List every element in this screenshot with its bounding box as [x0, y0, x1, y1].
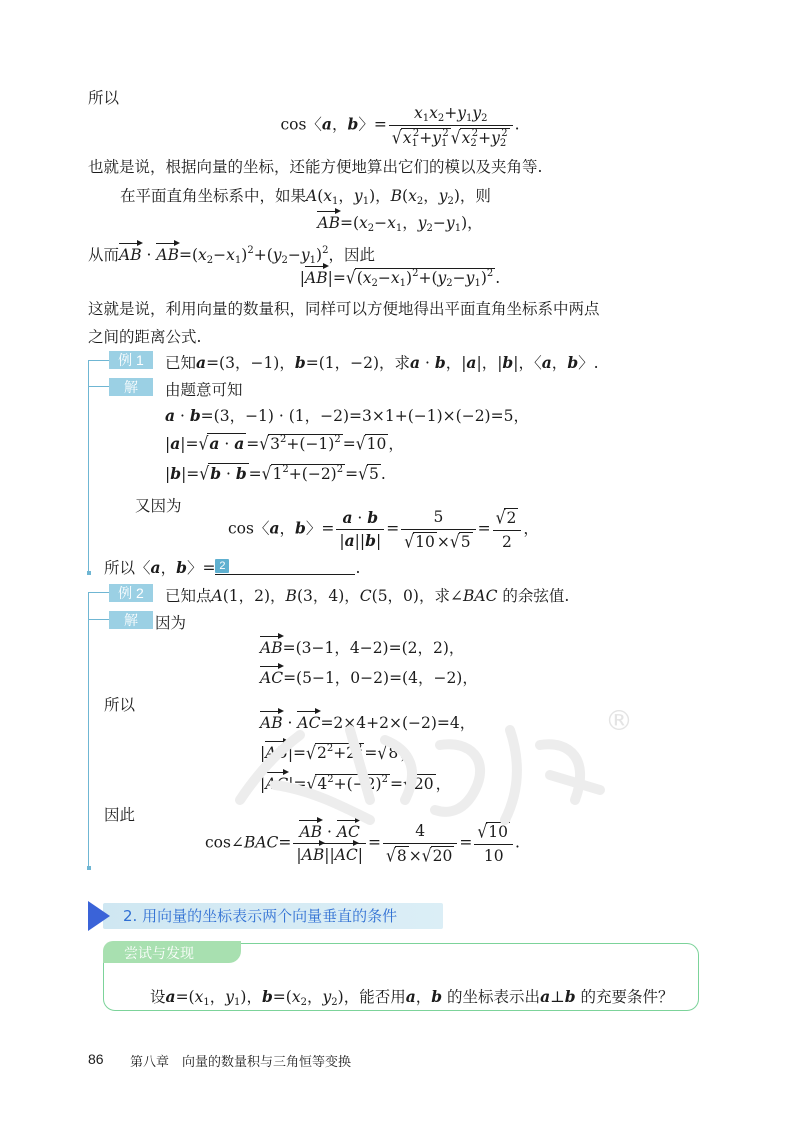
- example1-answer: 所以〈a，b〉= 2 .: [104, 558, 361, 577]
- example2-hence: 因此: [104, 806, 136, 824]
- example2-frame-line: [88, 592, 89, 868]
- para-plane-text-a: 在平面直角坐标系中，如果: [120, 187, 307, 205]
- example2-so: 所以: [104, 696, 136, 714]
- blank-number: 2: [215, 559, 229, 573]
- answer-blank[interactable]: [215, 560, 355, 575]
- example1-dot-product: a · b=(3，−1) · (1，−2)=3×1+(−1)×(−2)=5，: [165, 406, 529, 425]
- try-text-d: 的充要条件？: [580, 988, 674, 1006]
- distance-formula: $|AB|=√(x_2-x_1)^2+(y_2-y_1)^2$ .: [299, 267, 501, 289]
- example1-label: 例 1: [109, 351, 153, 369]
- example2-solution-label: 解: [109, 611, 153, 629]
- watermark-registered: ®: [605, 704, 633, 737]
- example1-connector: [88, 360, 110, 361]
- section-title: 2. 用向量的坐标表示两个向量垂直的条件: [123, 907, 398, 925]
- example1-solution-lead: 由题意可知: [165, 381, 243, 399]
- example1-solution-label: 解: [109, 378, 153, 396]
- example1-question-a: 已知: [165, 354, 197, 372]
- para-hence: 从而AB · $AB=(x_2-x_1)^2+(y_2-y_1)^2$，因此: [88, 245, 375, 266]
- vector-ab-formula: $AB=(x_2-x_1$，$y_2-y_1$)，: [317, 214, 483, 234]
- example2-solution-connector: [88, 619, 110, 620]
- example1-question-b: ，求: [379, 354, 411, 372]
- para-coordinates: 也就是说，根据向量的坐标，还能方便地算出它们的模以及夹角等.: [88, 158, 543, 176]
- intro-lead: 所以: [88, 89, 120, 107]
- page-number: 86: [88, 1051, 104, 1067]
- example1-cos-formula: cos〈a，b〉= $\frac{a \cdot b}{|a||b|}$ = $\frac{5}{√10 \times√5}$ = $\frac{√2}{2}$ ，: [228, 507, 539, 552]
- example1-norm-b: $|b|=√b \cdot b =√1^2+(-2)^2 =√5$ .: [165, 463, 386, 485]
- try-discover-title: 尝试与发现: [124, 946, 194, 962]
- example1-so-lead: 所以: [104, 559, 136, 577]
- example1-frame-line: [88, 360, 89, 573]
- example2-frame-end: [87, 866, 91, 870]
- try-text-c: 的坐标表示出: [447, 988, 541, 1006]
- example2-dot-product: AB · AC=2×4+2×(−2)=4，: [260, 714, 476, 732]
- example1-also-because: 又因为: [135, 497, 182, 515]
- example2-label: 例 2: [109, 584, 153, 602]
- para-plane-text-b: ，则: [459, 187, 491, 205]
- chapter-title: 第八章 向量的数量积与三角恒等变换: [130, 1055, 352, 1070]
- example2-question-a: 已知点: [165, 587, 212, 605]
- example2-vector-ab: AB=(3−1，4−2)=(2，2)，: [260, 639, 465, 657]
- para-distance-2: 之间的距离公式.: [88, 328, 202, 346]
- example1-solution-connector: [88, 386, 110, 387]
- example2-vector-ac: AC=(5−1，0−2)=(4，−2)，: [260, 669, 478, 687]
- para-hence-text: 从而: [88, 246, 120, 264]
- try-text-b: ，能否用: [343, 988, 406, 1006]
- para-therefore-text: ，因此: [328, 246, 375, 264]
- example2-question-b: ，求: [418, 587, 450, 605]
- example2-cos-formula: cos∠BAC= $\frac{AB \cdot AC}{|AB||AC|}$ = $\frac{4}{√8 \times√20}$ = $\frac{√10}{10}$ .: [205, 821, 520, 866]
- example1-frame-end: [87, 571, 91, 575]
- para-distance-1: 这就是说，利用向量的数量积，同样可以方便地得出平面直角坐标系中两点: [88, 300, 600, 318]
- try-text-a: 设: [150, 988, 166, 1006]
- example2-question-c: 的余弦值.: [502, 587, 570, 605]
- watermark-logo: [220, 690, 640, 840]
- example2-because: 因为: [155, 614, 187, 632]
- example2-connector: [88, 592, 110, 593]
- example2-norm-ab: $|AB|=√2^2+2^2 =√8$ ，: [260, 742, 416, 764]
- para-plane: 在平面直角坐标系中，如果$A(x_1$，$y_1$)，$B(x_2$，$y_2$)，则: [120, 187, 491, 207]
- section-arrow-icon: [88, 901, 110, 931]
- cos-formula: cos〈a，b〉= $\frac{x_1x_2+y_1y_2}{√x_1^2+y_1^2 √x_2^2+y_2^2}$ .: [280, 104, 520, 149]
- example1-question: 已知a=(3，−1)，b=(1，−2)，求a · b，|a|，|b|，〈a，b〉.: [165, 353, 599, 372]
- example1-norm-a: $|a|=√a \cdot a =√3^2+(-1)^2 =√10$ ，: [165, 433, 404, 455]
- example2-question: 已知点A(1，2)，B(3，4)，C(5，0)，求∠BAC 的余弦值.: [165, 587, 570, 605]
- try-discover-text: 设$a=(x_1$，$y_1$)，$b=(x_2$，$y_2$)，能否用a，b 的坐标表示出a⊥b 的充要条件？: [150, 987, 674, 1008]
- example2-norm-ac: $|AC|=√4^2+(-2)^2 =√20$ ，: [260, 773, 452, 795]
